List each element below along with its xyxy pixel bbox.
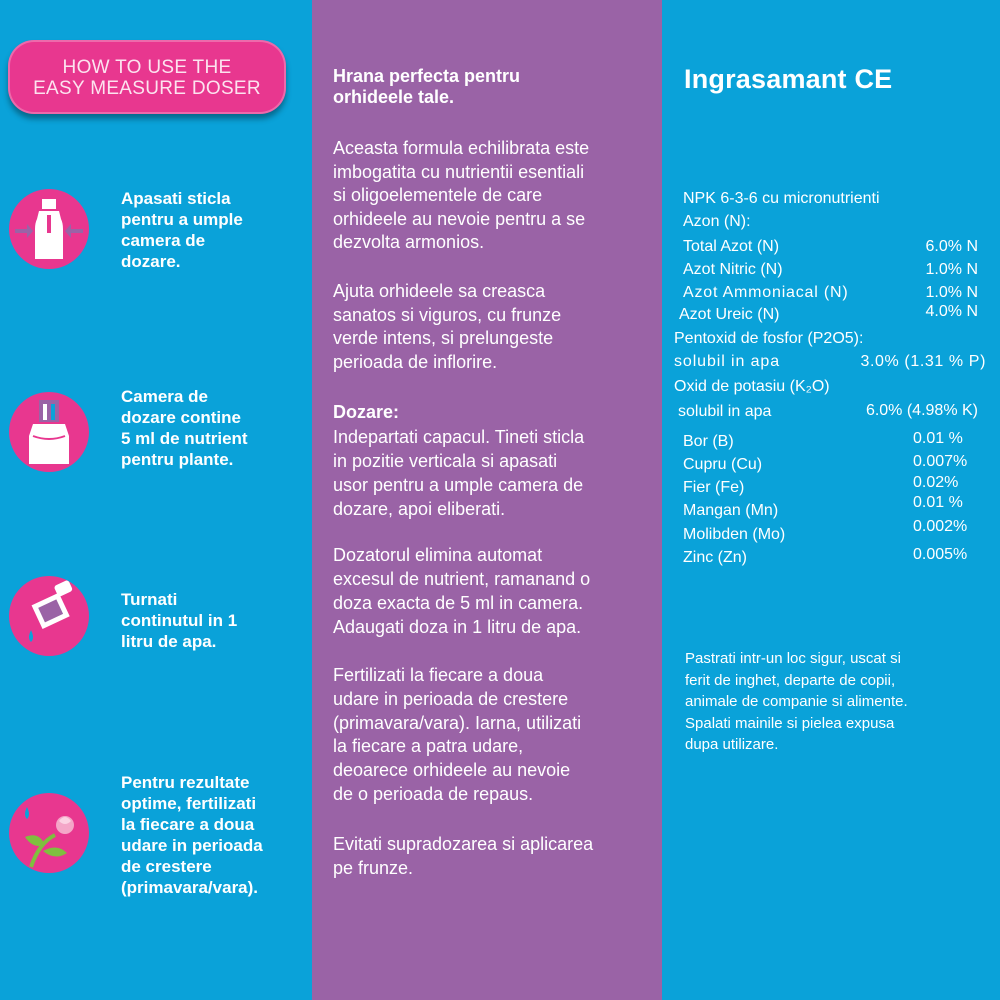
- storage-line: animale de companie si alimente.: [685, 693, 908, 710]
- paragraph-line: verde intens, si prelungeste: [333, 328, 554, 348]
- paragraph-line: Dozatorul elimina automat: [333, 545, 543, 565]
- paragraph-line: (primavara/vara). Iarna, utilizati: [333, 712, 582, 733]
- step-2-line: 5 ml de nutrient: [121, 429, 248, 448]
- paragraph-line: la fiecare a patra udare,: [333, 736, 524, 757]
- howto-line-2: EASY MEASURE DOSER: [33, 78, 261, 99]
- micronutrient-value: 0.007%: [913, 453, 968, 470]
- storage-line: Pastrati intr-un loc sigur, uscat si: [685, 650, 901, 667]
- step-1-text: [121, 188, 301, 272]
- warning-paragraph: [333, 832, 653, 880]
- step-1-line: Apasati sticla: [121, 189, 231, 208]
- step-1-line: dozare.: [121, 252, 181, 271]
- potassium-value: 6.0% (4.98% K): [865, 402, 978, 419]
- paragraph-line: excesul de nutrient, ramanand o: [333, 569, 591, 589]
- heading-line: Hrana perfecta pentru: [333, 66, 521, 86]
- paragraph-line: Evitati supradozarea si aplicarea: [333, 834, 594, 854]
- paragraph-line: de o perioada de repaus.: [333, 783, 534, 804]
- micronutrient-value: 0.005%: [913, 546, 968, 563]
- step-2-line: Camera de: [121, 387, 208, 406]
- nutrient-value: 6.0% N: [925, 238, 978, 255]
- benefits-paragraph: [333, 280, 653, 374]
- storage-line: ferit de inghet, departe de copii,: [685, 671, 896, 689]
- nutrient-label: Azot Ammoniacal (N): [683, 284, 849, 301]
- nutrient-value: 1.0% N: [925, 261, 978, 278]
- nutrient-value: 4.0% N: [925, 303, 978, 320]
- step-4-text: [121, 772, 301, 898]
- frequency-paragraph: [333, 664, 653, 807]
- paragraph-line: Adaugati doza in 1 litru de apa.: [333, 617, 582, 637]
- step-4-line: optime, fertilizati: [121, 794, 257, 813]
- paragraph-line: dozare, apoi eliberati.: [333, 499, 506, 519]
- step-4-line: Pentru rezultate: [121, 773, 250, 792]
- paragraph-line: deoarece orhideele au nevoie: [333, 760, 571, 781]
- step-4-line: de crestere: [121, 857, 212, 876]
- doser-paragraph: [333, 543, 653, 639]
- bottle-squeeze-icon: [9, 189, 89, 269]
- middle-heading: [333, 66, 653, 108]
- dosage-paragraph: [333, 425, 653, 521]
- micronutrient-value: 0.01 %: [913, 494, 963, 511]
- micronutrient-value: 0.002%: [913, 518, 968, 535]
- micronutrient-value: 0.02%: [913, 474, 959, 491]
- potassium-heading: Oxid de potasiu (K₂O): [674, 378, 830, 395]
- step-4-line: la fiecare a doua: [121, 815, 255, 834]
- heading-line: orhideele tale.: [333, 87, 455, 107]
- micronutrient-label: Fier (Fe): [683, 479, 745, 496]
- paragraph-line: pe frunze.: [333, 858, 414, 878]
- intro-paragraph: [333, 137, 653, 255]
- step-1-line: pentru a umple: [121, 210, 243, 229]
- azon-heading: Azon (N):: [683, 213, 751, 230]
- dosage-title: Dozare:: [333, 402, 400, 422]
- paragraph-line: perioada de inflorire.: [333, 351, 498, 372]
- paragraph-line: Indepartati capacul. Tineti sticla: [333, 427, 585, 447]
- step-2-line: pentru plante.: [121, 450, 234, 469]
- micronutrient-label: Molibden (Mo): [683, 526, 786, 543]
- step-3-line: litru de apa.: [121, 632, 217, 651]
- paragraph-line: dezvolta armonios.: [333, 232, 485, 252]
- phosphorus-value: 3.0% (1.31 % P): [860, 353, 986, 370]
- paragraph-line: imbogatita cu nutrientii esentiali: [333, 161, 585, 182]
- step-4-line: (primavara/vara).: [121, 878, 259, 897]
- dosing-chamber-icon: [9, 392, 89, 472]
- solubil-label: solubil in apa: [678, 403, 772, 420]
- step-3-line: Turnati: [121, 590, 178, 609]
- paragraph-line: Ajuta orhideele sa creasca: [333, 281, 546, 301]
- nutrient-value: 1.0% N: [925, 284, 978, 301]
- step-3-text: [121, 589, 301, 652]
- phosphorus-heading: Pentoxid de fosfor (P2O5):: [674, 330, 864, 347]
- howto-line-1: HOW TO USE THE: [62, 57, 232, 78]
- micronutrient-label: Bor (B): [683, 433, 734, 450]
- micronutrient-label: Cupru (Cu): [683, 456, 763, 473]
- nutrient-label: Azot Ureic (N): [679, 306, 780, 323]
- step-4-line: udare in perioada: [121, 836, 263, 855]
- step-3-line: continutul in 1: [121, 611, 238, 630]
- micronutrient-value: 0.01 %: [913, 430, 963, 447]
- paragraph-line: doza exacta de 5 ml in camera.: [333, 593, 584, 613]
- storage-line: Spalati mainile si pielea expusa: [685, 714, 895, 732]
- storage-line: dupa utilizare.: [685, 736, 779, 753]
- micronutrient-label: Zinc (Zn): [683, 549, 747, 566]
- storage-instructions: [685, 648, 985, 756]
- paragraph-line: sanatos si viguros, cu frunze: [333, 304, 562, 325]
- nutrient-label: Azot Nitric (N): [683, 261, 783, 278]
- paragraph-line: Fertilizati la fiecare a doua: [333, 665, 544, 685]
- nutrient-label: Total Azot (N): [683, 238, 780, 255]
- solubil-label: solubil in apa: [674, 353, 780, 370]
- paragraph-line: Aceasta formula echilibrata este: [333, 138, 590, 158]
- step-2-line: dozare contine: [121, 408, 241, 427]
- plant-flower-icon: [9, 793, 89, 873]
- fertilizer-title: Ingrasamant CE: [684, 64, 893, 94]
- paragraph-line: orhideele au nevoie pentru a se: [333, 208, 586, 229]
- how-to-use-banner: [8, 40, 286, 114]
- paragraph-line: in pozitie verticala si apasati: [333, 451, 558, 471]
- micronutrient-label: Mangan (Mn): [683, 502, 779, 519]
- npk-line: NPK 6-3-6 cu micronutrienti: [683, 190, 880, 207]
- pour-icon: [9, 576, 89, 656]
- paragraph-line: usor pentru a umple camera de: [333, 475, 584, 495]
- paragraph-line: si oligoelementele de care: [333, 185, 543, 205]
- paragraph-line: udare in perioada de crestere: [333, 688, 569, 709]
- step-1-line: camera de: [121, 231, 206, 250]
- step-2-text: [121, 386, 301, 470]
